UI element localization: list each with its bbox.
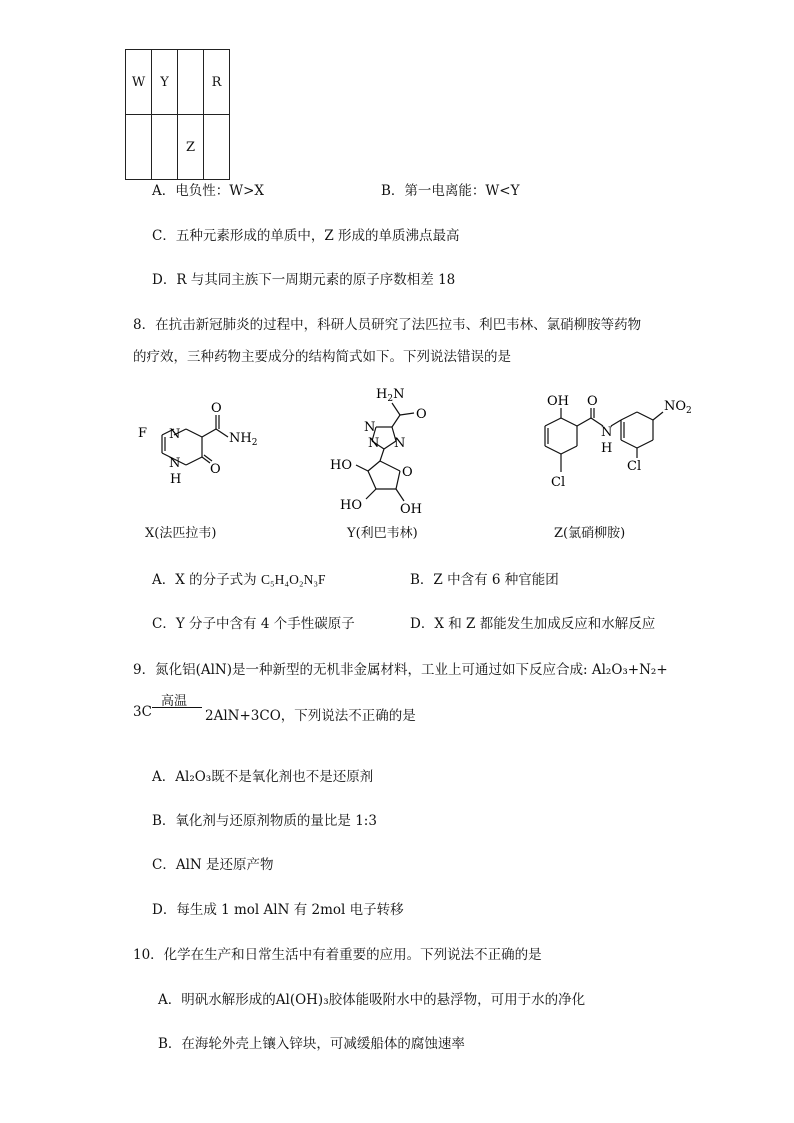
structure-x-diagram <box>130 395 258 495</box>
q10-stem: 10．化学在生产和日常生活中有着重要的应用。下列说法不正确的是 <box>133 947 542 963</box>
structure-y-diagram <box>320 385 450 525</box>
y-ho1-label: HO <box>330 458 352 473</box>
x-n-label: N <box>169 427 181 442</box>
table-row <box>126 115 230 180</box>
table-row <box>126 50 230 115</box>
z-o-label: O <box>587 394 598 409</box>
x-o-label: O <box>211 401 222 416</box>
z-cl2-label: Cl <box>551 475 566 490</box>
x-nh2-label: $NH_2$ <box>229 431 258 448</box>
q8-option-a-formula: C₅H₄O₂N₃F <box>260 572 326 587</box>
q7-option-c: C．五种元素形成的单质中，Z 形成的单质沸点最高 <box>152 228 460 244</box>
q8-stem-line2: 的疗效，三种药物主要成分的结构简式如下。下列说法错误的是 <box>133 349 511 365</box>
y-n3-label: N <box>368 436 380 451</box>
q9-eq-right: 2AlN+3CO，下列说法不正确的是 <box>205 708 416 724</box>
q8-option-c: C．Y 分子中含有 4 个手性碳原子 <box>152 616 355 632</box>
x-f-label: F <box>138 426 148 441</box>
table-cell <box>126 115 152 180</box>
q8-option-a <box>152 568 326 588</box>
q8-stem-line1: 8．在抗击新冠肺炎的过程中，科研人员研究了法匹拉韦、利巴韦林、氯硝柳胺等药物 <box>133 317 642 333</box>
q8-option-a-prefix: A．X 的分子式为 <box>152 572 261 588</box>
structure-y-caption: Y(利巴韦林) <box>347 526 418 541</box>
q8-option-d: D．X 和 Z 都能发生加成反应和水解反应 <box>410 616 656 632</box>
y-o-label: O <box>416 407 427 422</box>
q7-option-d: D．R 与其同主族下一周期元素的原子序数相差 18 <box>152 272 456 288</box>
y-oh-label: OH <box>400 502 422 517</box>
q9-stem-line1: 9．氮化铝(AlN)是一种新型的无机非金属材料，工业上可通过如下反应合成: Al₂O₃+N₂+ <box>133 662 668 678</box>
table-cell: R <box>204 50 230 115</box>
structure-x-caption: X(法匹拉韦) <box>145 526 217 541</box>
x-o2-label: O <box>210 462 221 477</box>
z-oh-label: OH <box>547 394 569 409</box>
table-cell: Y <box>152 50 178 115</box>
q9-option-d: D．每生成 1 mol AlN 有 2mol 电子转移 <box>152 902 404 918</box>
element-table <box>125 49 230 180</box>
y-h2n-label: $H_2N$ <box>376 387 405 404</box>
z-n-label: N <box>601 425 613 440</box>
table-cell: W <box>126 50 152 115</box>
y-n2-label: N <box>394 436 406 451</box>
q9-option-c: C．AlN 是还原产物 <box>152 857 274 873</box>
z-no2-label: $NO_2$ <box>664 399 692 416</box>
y-n1-label: N <box>364 420 376 435</box>
z-h-label: H <box>601 441 613 456</box>
q9-option-a: A．Al₂O₃既不是氧化剂也不是还原剂 <box>152 769 374 785</box>
structure-z-caption: Z(氯硝柳胺) <box>554 526 626 541</box>
q9-eq-condition: 高温 <box>161 694 188 709</box>
y-ho2-label: HO <box>340 498 362 513</box>
x-h-label: H <box>170 472 182 487</box>
q9-eq-left: 3C <box>133 704 152 720</box>
x-nh-label: N <box>169 456 181 471</box>
q7-option-a: A．电负性：W>X <box>152 183 265 199</box>
q8-option-b: B．Z 中含有 6 种官能团 <box>410 572 559 588</box>
q7-option-b: B．第一电离能：W<Y <box>381 183 520 199</box>
table-cell <box>204 115 230 180</box>
table-cell <box>178 50 204 115</box>
q10-option-b: B．在海轮外壳上镶入锌块，可减缓船体的腐蚀速率 <box>158 1036 465 1052</box>
table-cell <box>152 115 178 180</box>
table-cell: Z <box>178 115 204 180</box>
structure-z-diagram <box>525 392 700 502</box>
q10-option-a: A．明矾水解形成的Al(OH)₃胶体能吸附水中的悬浮物，可用于水的净化 <box>158 992 586 1008</box>
q9-eq-arrow <box>152 707 202 708</box>
y-ring-o-label: O <box>402 465 413 480</box>
q9-option-b: B．氧化剂与还原剂物质的量比是 1:3 <box>152 813 377 829</box>
z-cl1-label: Cl <box>627 459 642 474</box>
